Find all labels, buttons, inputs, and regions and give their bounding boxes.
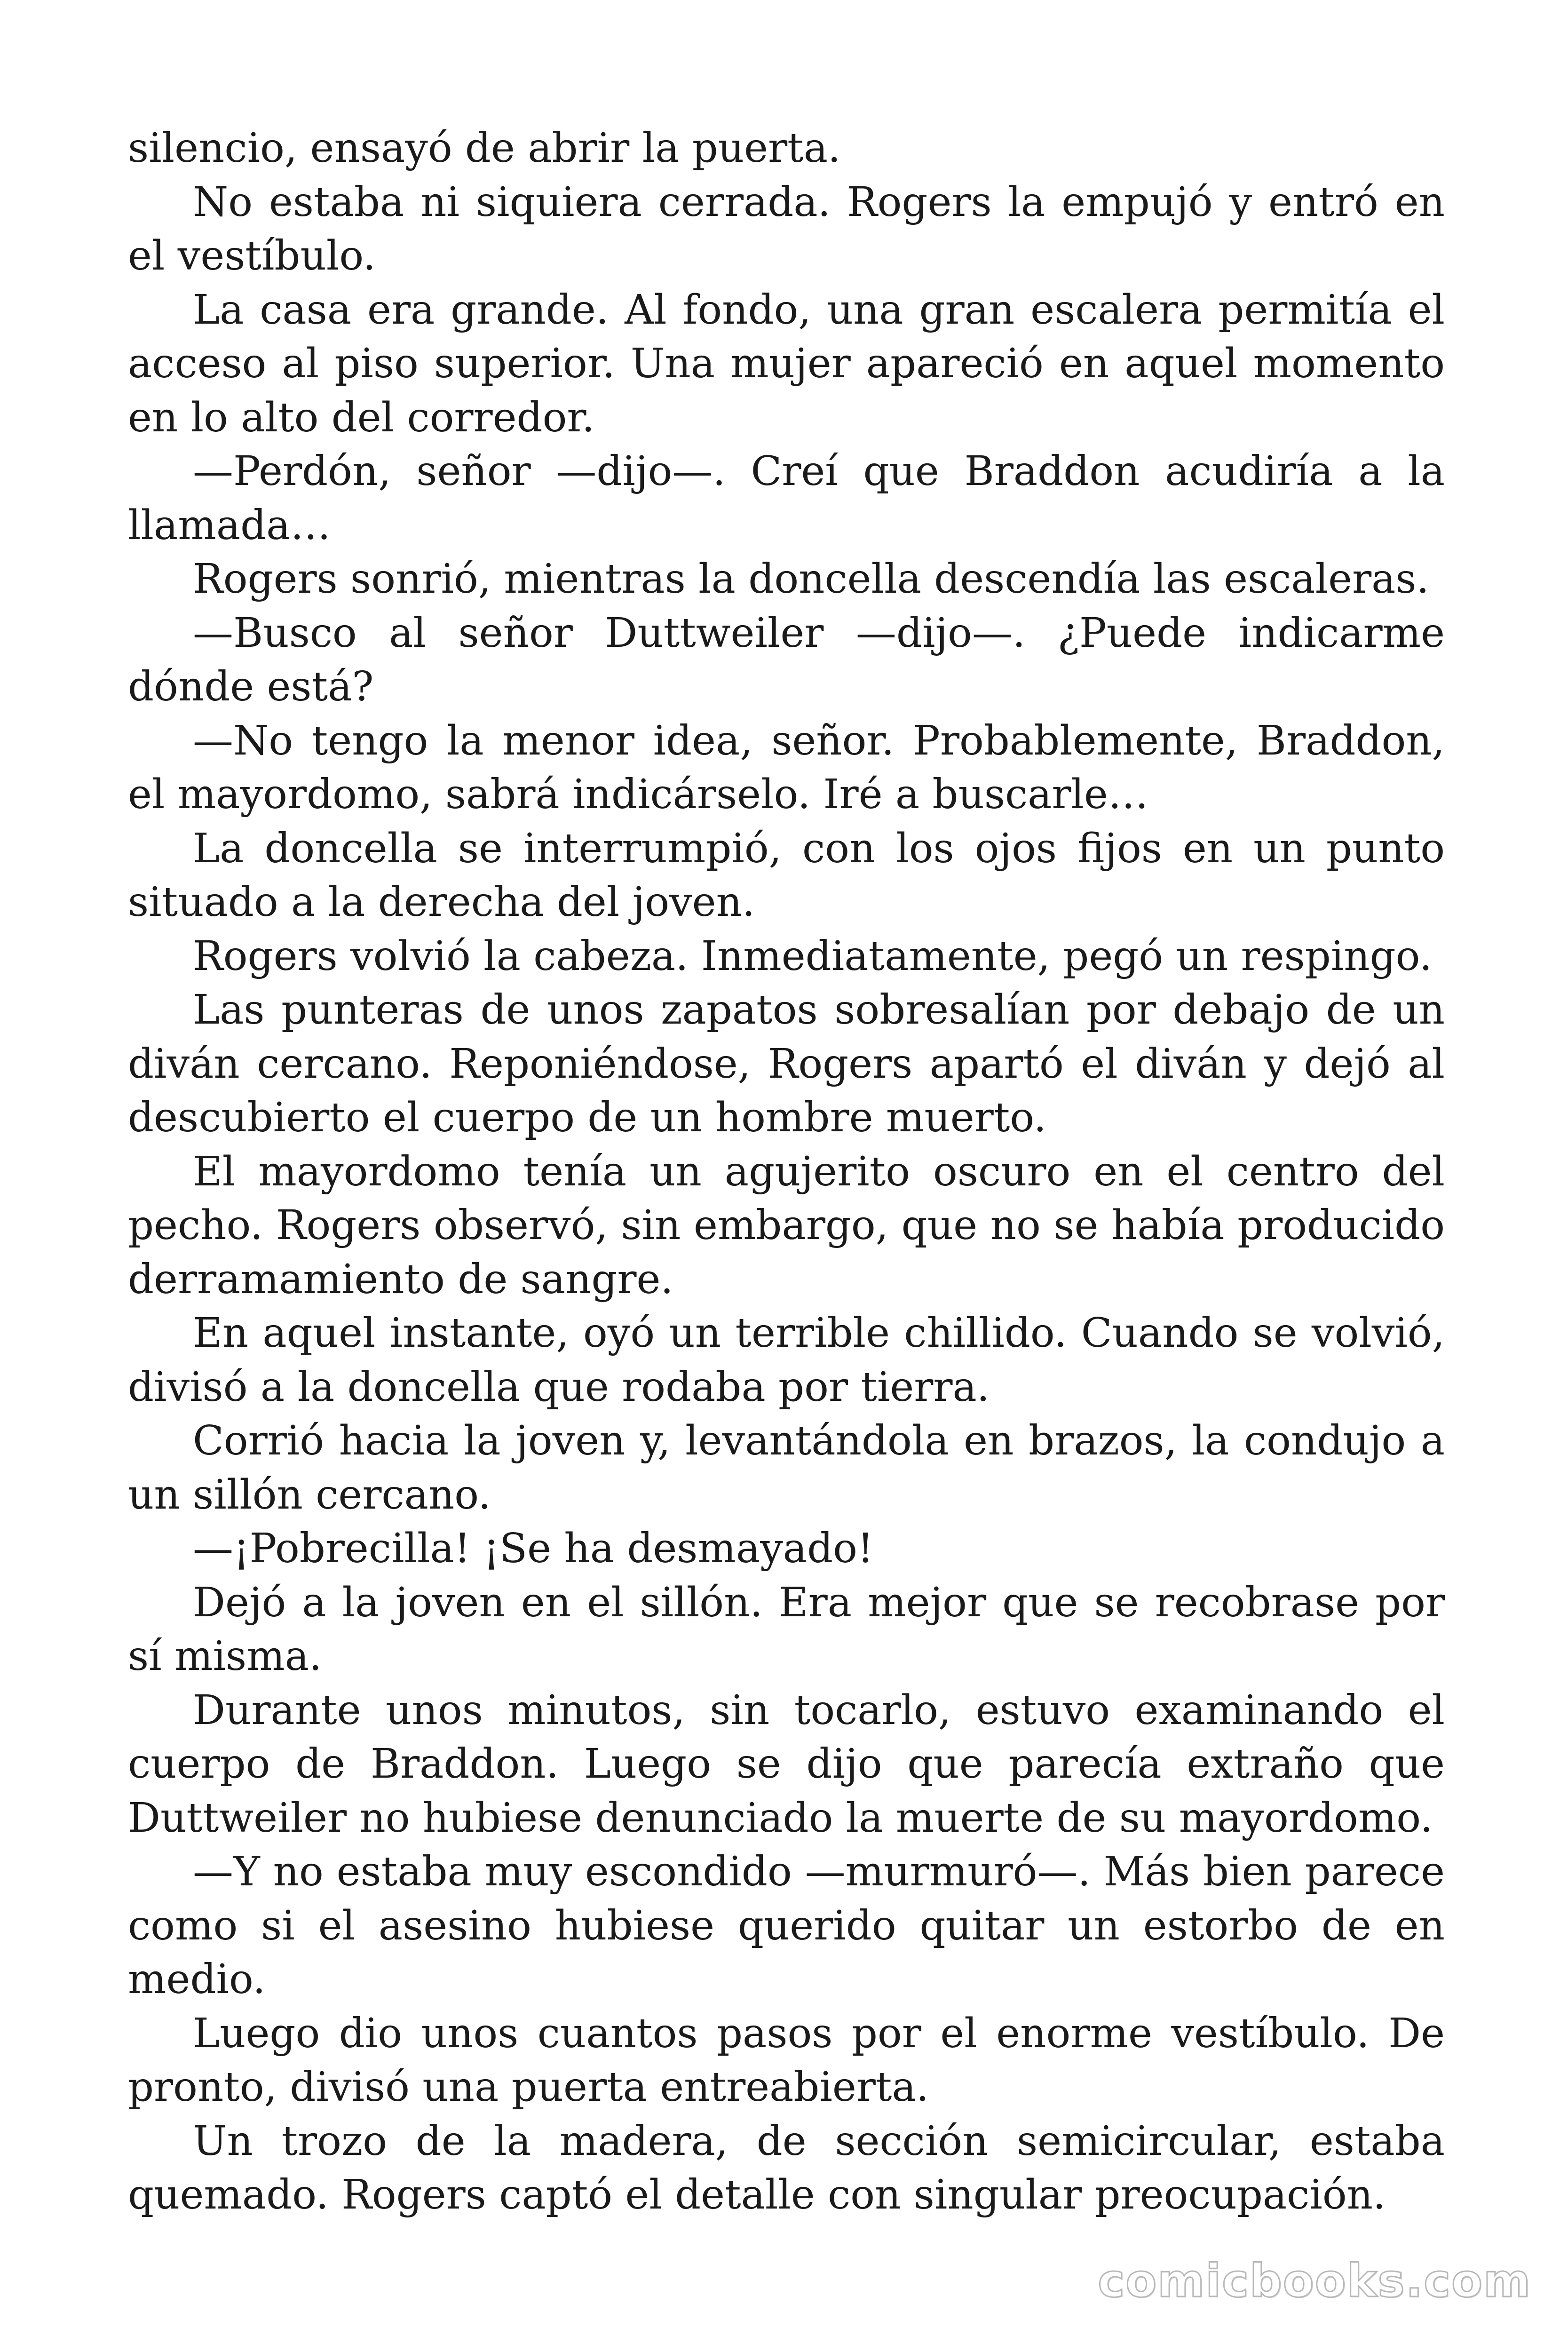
paragraph: Rogers volvió la cabeza. Inmediatamente, pegó un respingo. xyxy=(193,932,1433,980)
paragraph: El mayordomo tenía un agujerito oscuro en el centro del pecho. Rogers observó, sin embargo, que no se había producido derramamiento de sangre. xyxy=(128,1148,1445,1303)
paragraph: —¡Pobrecilla! ¡Se ha desmayado! xyxy=(193,1525,874,1572)
paragraph: La doncella se interrumpió, con los ojos fijos en un punto situado a la derecha del joven. xyxy=(128,825,1445,926)
paragraph: —Perdón, señor —dijo—. Creí que Braddon acudiría a la llamada… xyxy=(128,448,1445,549)
paragraph: Luego dio unos cuantos pasos por el enorme vestíbulo. De pronto, divisó una puerta entreabierta. xyxy=(128,2010,1445,2111)
paragraph: Durante unos minutos, sin tocarlo, estuvo examinando el cuerpo de Braddon. Luego se dijo que parecía extraño que Duttweiler no hubiese denunciado la muerte de su mayordomo. xyxy=(128,1686,1445,1842)
paragraph: Corrió hacia la joven y, levantándola en brazos, la condujo a un sillón cercano. xyxy=(128,1417,1445,1518)
paragraph: —Busco al señor Duttweiler —dijo—. ¿Puede indicarme dónde está? xyxy=(128,609,1445,710)
paragraph: —No tengo la menor idea, señor. Probablemente, Braddon, el mayordomo, sabrá indicárselo. Iré a buscarle… xyxy=(128,717,1445,818)
paragraph: Las punteras de unos zapatos sobresalían por debajo de un diván cercano. Reponiéndose, Rogers apartó el diván y dejó al descubierto el cuerpo de un hombre muerto. xyxy=(128,986,1445,1141)
paragraph: La casa era grande. Al fondo, una gran escalera permitía el acceso al piso superior. Una mujer apareció en aquel momento en lo alto del corredor. xyxy=(128,286,1445,441)
paragraph: —Y no estaba muy escondido —murmuró—. Más bien parece como si el asesino hubiese querido quitar un estorbo de en medio. xyxy=(128,1848,1445,2003)
watermark: comicbooks.com xyxy=(1098,2255,1531,2307)
paragraph: Dejó a la joven en el sillón. Era mejor que se recobrase por sí misma. xyxy=(128,1579,1445,1680)
paragraph: No estaba ni siquiera cerrada. Rogers la empujó y entró en el vestíbulo. xyxy=(128,178,1445,279)
paragraph: Rogers sonrió, mientras la doncella descendía las escaleras. xyxy=(193,556,1429,603)
paragraph: En aquel instante, oyó un terrible chillido. Cuando se volvió, divisó a la doncella que rodaba por tierra. xyxy=(128,1310,1445,1411)
paragraph: silencio, ensayó de abrir la puerta. xyxy=(128,125,841,172)
body-text xyxy=(128,121,1445,2222)
paragraph: Un trozo de la madera, de sección semicircular, estaba quemado. Rogers captó el detalle con singular preocupación. xyxy=(128,2117,1445,2218)
